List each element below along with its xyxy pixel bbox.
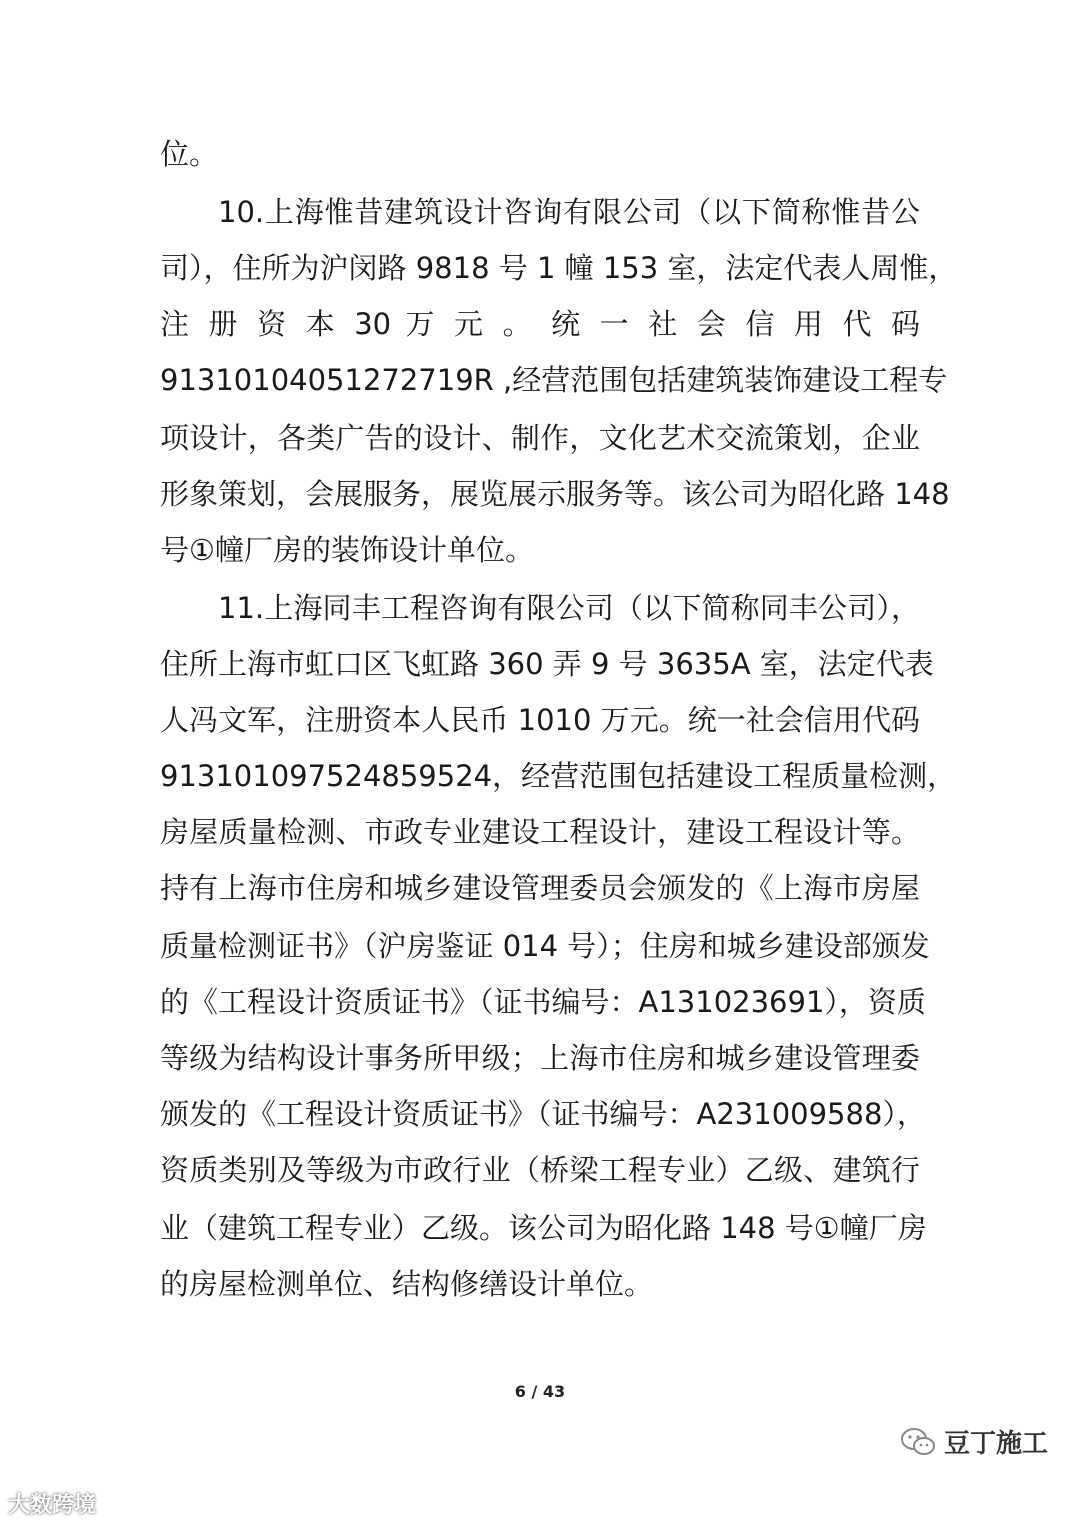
text-line: 颁发的《工程设计资质证书》（证书编号：A231009588）， bbox=[160, 1097, 926, 1131]
text-line: 10.上海惟昔建筑设计咨询有限公司（以下简称惟昔公 bbox=[218, 195, 920, 229]
text-line: 形象策划，会展服务，展览展示服务等。该公司为昭化路 148 bbox=[160, 477, 950, 511]
text-line: 91310104051272719R ,经营范围包括建筑装饰建设工程专 bbox=[160, 363, 948, 397]
watermark-left: 大数跨境 bbox=[8, 1493, 97, 1518]
watermark-right bbox=[900, 1423, 1048, 1460]
wechat-icon bbox=[900, 1427, 936, 1457]
text-line: 等级为结构设计事务所甲级；上海市住房和城乡建设管理委 bbox=[160, 1041, 920, 1075]
text-line: 的《工程设计资质证书》（证书编号：A131023691），资质 bbox=[160, 985, 926, 1019]
text-line: 房屋质量检测、市政专业建设工程设计，建设工程设计等。 bbox=[160, 815, 920, 849]
text-line: 质量检测证书》（沪房鉴证 014 号）；住房和城乡建设部颁发 bbox=[160, 929, 930, 963]
text-line: 项设计，各类广告的设计、制作，文化艺术交流策划，企业 bbox=[160, 421, 920, 455]
text-line: 人冯文军，注册资本人民币 1010 万元。统一社会信用代码 bbox=[160, 703, 920, 737]
text-line: 资质类别及等级为市政行业（桥梁工程专业）乙级、建筑行 bbox=[160, 1153, 920, 1187]
text-line: 司），住所为沪闵路 9818 号 1 幢 153 室，法定代表人周惟， bbox=[160, 251, 958, 285]
text-line: 持有上海市住房和城乡建设管理委员会颁发的《上海市房屋 bbox=[160, 871, 920, 905]
watermark-right-text: 豆丁施工 bbox=[944, 1429, 1049, 1459]
text-line: 的房屋检测单位、结构修缮设计单位。 bbox=[160, 1267, 654, 1301]
text-line: 11.上海同丰工程咨询有限公司（以下简称同丰公司）， bbox=[218, 591, 920, 625]
text-line: 号①幢厂房的装饰设计单位。 bbox=[160, 533, 534, 567]
text-line: 位。 bbox=[160, 137, 219, 171]
text-line: 业（建筑工程专业）乙级。该公司为昭化路 148 号①幢厂房 bbox=[160, 1211, 927, 1245]
text-line: 913101097524859524，经营范围包括建设工程质量检测， bbox=[160, 759, 957, 793]
text-line: 注 册 资 本 30 万 元 。 统 一 社 会 信 用 代 码 bbox=[160, 307, 920, 341]
text-line: 住所上海市虹口区飞虹路 360 弄 9 号 3635A 室，法定代表 bbox=[160, 647, 934, 681]
page-number: 6 / 43 bbox=[514, 1382, 566, 1401]
